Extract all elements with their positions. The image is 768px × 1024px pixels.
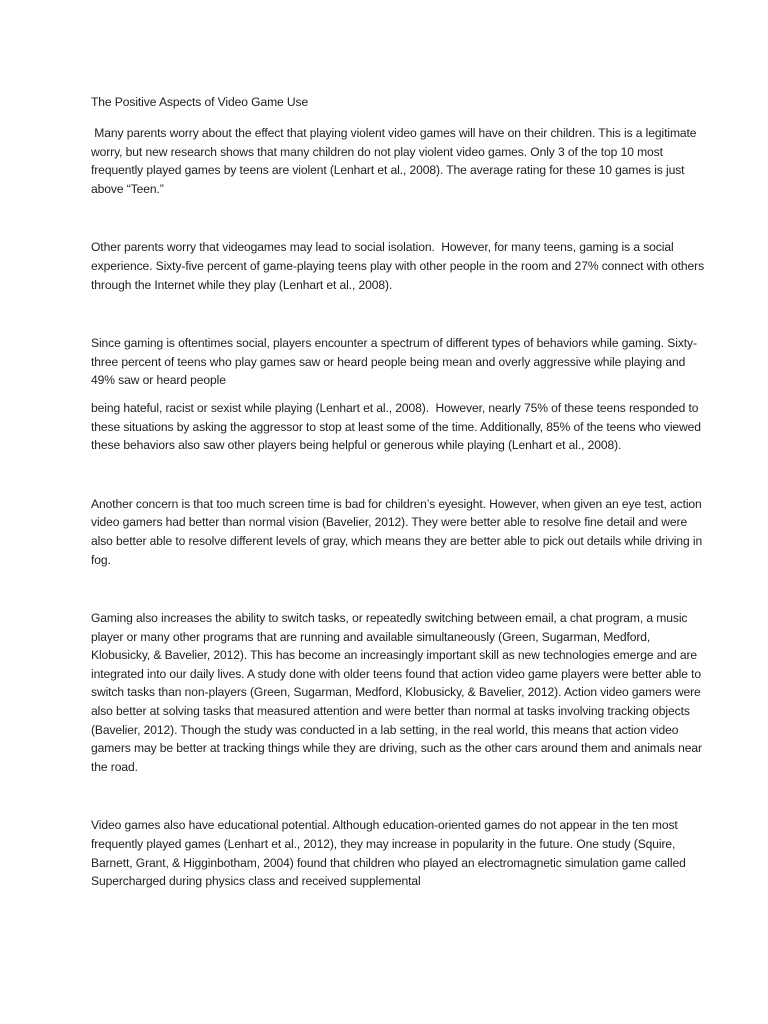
paragraph-behaviors: Since gaming is oftentimes social, players encounter a spectrum of different types of behaviors while gaming. Sixty-three percent of teens who play games saw or heard people being mean and overly aggressive while playing and 49% saw or heard people	[91, 336, 697, 388]
paragraph-eyesight: Another concern is that too much screen time is bad for children’s eyesight. However, when given an eye test, action video gamers had better than normal vision (Bavelier, 2012). They were better able to resolve fine detail and were also better able to resolve different levels of gray, which means they are better able to pick out details while driving in fog.	[91, 496, 706, 567]
document-title: The Positive Aspects of Video Game Use	[91, 95, 309, 109]
paragraph-behaviors-continued: being hateful, racist or sexist while playing (Lenhart et al., 2008). However, nearly 75% of these teens responded to these situations by asking the aggressor to stop at least some of the time. Additionally, 85% of the teens who viewed these behaviors also saw other players being helpful or generous while playing (Lenhart et al., 2008).	[91, 400, 705, 453]
paragraph-violent-games: Many parents worry about the effect that playing violent video games will have on their children. This is a legitimate worry, but new research shows that many children do not play violent video games. Only 3 of the top 10 most frequently played games by teens are violent (Lenhart et al., 2008). The average rating for these 10 games is just above “Teen.”	[91, 126, 700, 196]
paragraph-task-switching: Gaming also increases the ability to switch tasks, or repeatedly switching between email, a chat program, a music player or many other programs that are running and available simultaneously (Green, Sugarman, Medford, Klobusicky, & Bavelier, 2012). This has become an increasingly important skill as new technologies emerge and are integrated into our daily lives. A study done with older teens found that action video game players were better able to switch tasks than non-players (Green, Sugarman, Medford, Klobusicky, & Bavelier, 2012). Action video gamers were also better at solving tasks that measured attention and were better than normal at tasks involving tracking objects (Bavelier, 2012). Though the study was conducted in a lab setting, in the real world, this means that action video gamers may be better at tracking things while they are driving, such as the other cars around them and animals near the road.	[91, 611, 706, 774]
paragraph-social-isolation: Other parents worry that videogames may lead to social isolation. However, for many teens, gaming is a social experience. Sixty-five percent of game-playing teens play with other people in the room and 27% connect with others through the Internet while they play (Lenhart et al., 2008).	[91, 240, 708, 292]
paragraph-educational: Video games also have educational potential. Although education-oriented games do not appear in the ten most frequently played games (Lenhart et al., 2012), they may increase in popularity in the future. One study (Squire, Barnett, Grant, & Higginbotham, 2004) found that children who played an electromagnetic simulation game called Supercharged during physics class and received supplemental	[91, 818, 689, 889]
